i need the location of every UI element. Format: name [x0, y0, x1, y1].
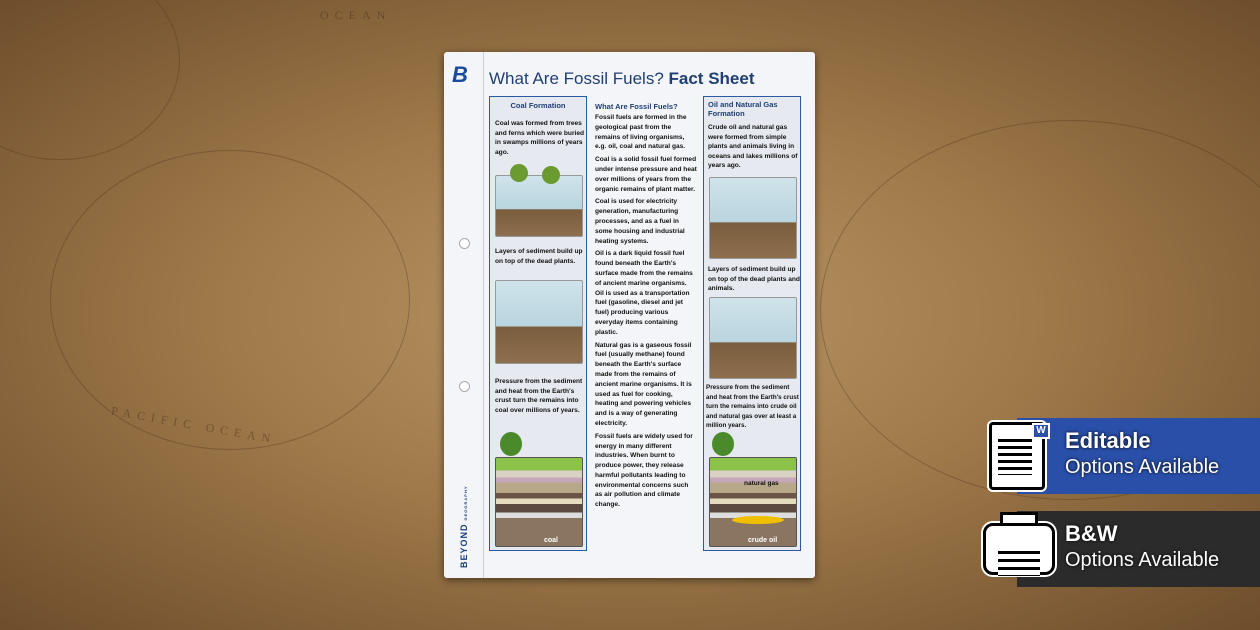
brand-subtext: GEOGRAPHY — [463, 485, 468, 521]
brand-text: BEYOND — [459, 523, 469, 568]
coal-text-3: Pressure from the sediment and heat from the Earth's crust turn the remains into coal over millions of years. — [495, 378, 583, 414]
title-regular: What Are Fossil Fuels? — [489, 69, 664, 88]
page-title — [489, 69, 755, 89]
bw-options-badge[interactable] — [1017, 511, 1260, 587]
coal-formation-panel — [489, 96, 587, 551]
middle-paragraph: Fossil fuels are widely used for energy in many different industries. When burnt to produce power, they release harmful pollutants leading to environmental concerns such as air pollution and climate change. — [595, 432, 693, 509]
middle-paragraph: Oil is a dark liquid fossil fuel found beneath the Earth's surface made from the remains of ancient marine organisms. Oil is used as a transportation fuel (gasoline, diesel and jet fuel) producing various everyday items containing plastic. — [595, 250, 693, 336]
punch-hole — [459, 238, 470, 249]
fern-icon — [542, 166, 560, 184]
natural-gas-label: natural gas — [744, 480, 779, 487]
beyond-logo: B — [452, 62, 468, 87]
middle-paragraph: Coal is used for electricity generation, manufacturing processes, and as a fuel in some housing and industrial heating systems. — [595, 198, 685, 245]
fact-sheet-preview[interactable] — [444, 52, 815, 578]
swamp-illustration — [495, 175, 583, 237]
coal-label: coal — [544, 537, 559, 544]
editable-document-icon — [989, 422, 1045, 490]
middle-paragraph: Coal is a solid fossil fuel formed under intense pressure and heat over millions of years from the organic remains of plant matter. — [595, 156, 697, 193]
oil-text-2: Layers of sediment build up on top of the dead plants and animals. — [708, 266, 800, 292]
word-icon: W — [1032, 423, 1050, 439]
text-lines — [998, 435, 1032, 475]
brand-vertical — [459, 485, 469, 568]
crude-oil-label: crude oil — [748, 537, 778, 544]
title-bold: Fact Sheet — [668, 69, 755, 88]
oil-strata-illustration — [709, 457, 797, 547]
oil-gas-formation-panel — [703, 96, 801, 551]
sediment-illustration — [495, 280, 583, 364]
tree-icon — [500, 432, 522, 456]
oil-heading: Oil and Natural Gas Formation — [708, 100, 778, 118]
editable-title: Editable — [1065, 428, 1151, 453]
editable-subtitle: Options Available — [1065, 456, 1220, 478]
punch-hole — [459, 381, 470, 392]
oil-text-3: Pressure from the sediment and heat from the Earth's crust turn the remains into crude oil and natural gas over at least a million years. — [706, 384, 799, 429]
middle-heading: What Are Fossil Fuels? — [595, 102, 678, 111]
coal-heading: Coal Formation — [510, 101, 566, 110]
coal-text-1: Coal was formed from trees and ferns which were buried in swamps millions of years ago. — [495, 120, 585, 156]
ocean-life-illustration — [709, 177, 797, 259]
coal-strata-illustration — [495, 457, 583, 547]
printer-icon — [983, 523, 1055, 575]
editable-options-badge[interactable] — [1017, 418, 1260, 494]
printer-output — [998, 546, 1040, 576]
ocean-label: OCEAN — [320, 8, 392, 22]
map-line — [0, 0, 180, 160]
what-are-fossil-fuels-section — [595, 102, 697, 510]
middle-paragraph: Natural gas is a gaseous fossil fuel (usually methane) found beneath the Earth's surface made from the remains of ancient marine organisms. It is used as fuel for cooking, heating and powering vehicles and is a way of generating electricity. — [595, 341, 692, 427]
sheet-margin — [444, 52, 484, 578]
tree-icon — [712, 432, 734, 456]
middle-paragraph: Fossil fuels are formed in the geological past from the remains of living organisms, e.g. oil, coal and natural gas. — [595, 114, 687, 151]
oil-deposit — [732, 516, 784, 524]
ocean-sediment-illustration — [709, 297, 797, 379]
bw-title: B&W — [1065, 521, 1118, 546]
printer-paper — [1000, 512, 1038, 526]
map-line — [50, 150, 410, 450]
coal-text-2: Layers of sediment build up on top of the dead plants. — [495, 248, 583, 265]
bw-subtitle: Options Available — [1065, 549, 1220, 571]
fern-icon — [510, 164, 528, 182]
ocean-label: PACIFIC OCEAN — [110, 403, 278, 447]
oil-text-1: Crude oil and natural gas were formed from simple plants and animals living in oceans and lakes millions of years ago. — [708, 124, 798, 169]
